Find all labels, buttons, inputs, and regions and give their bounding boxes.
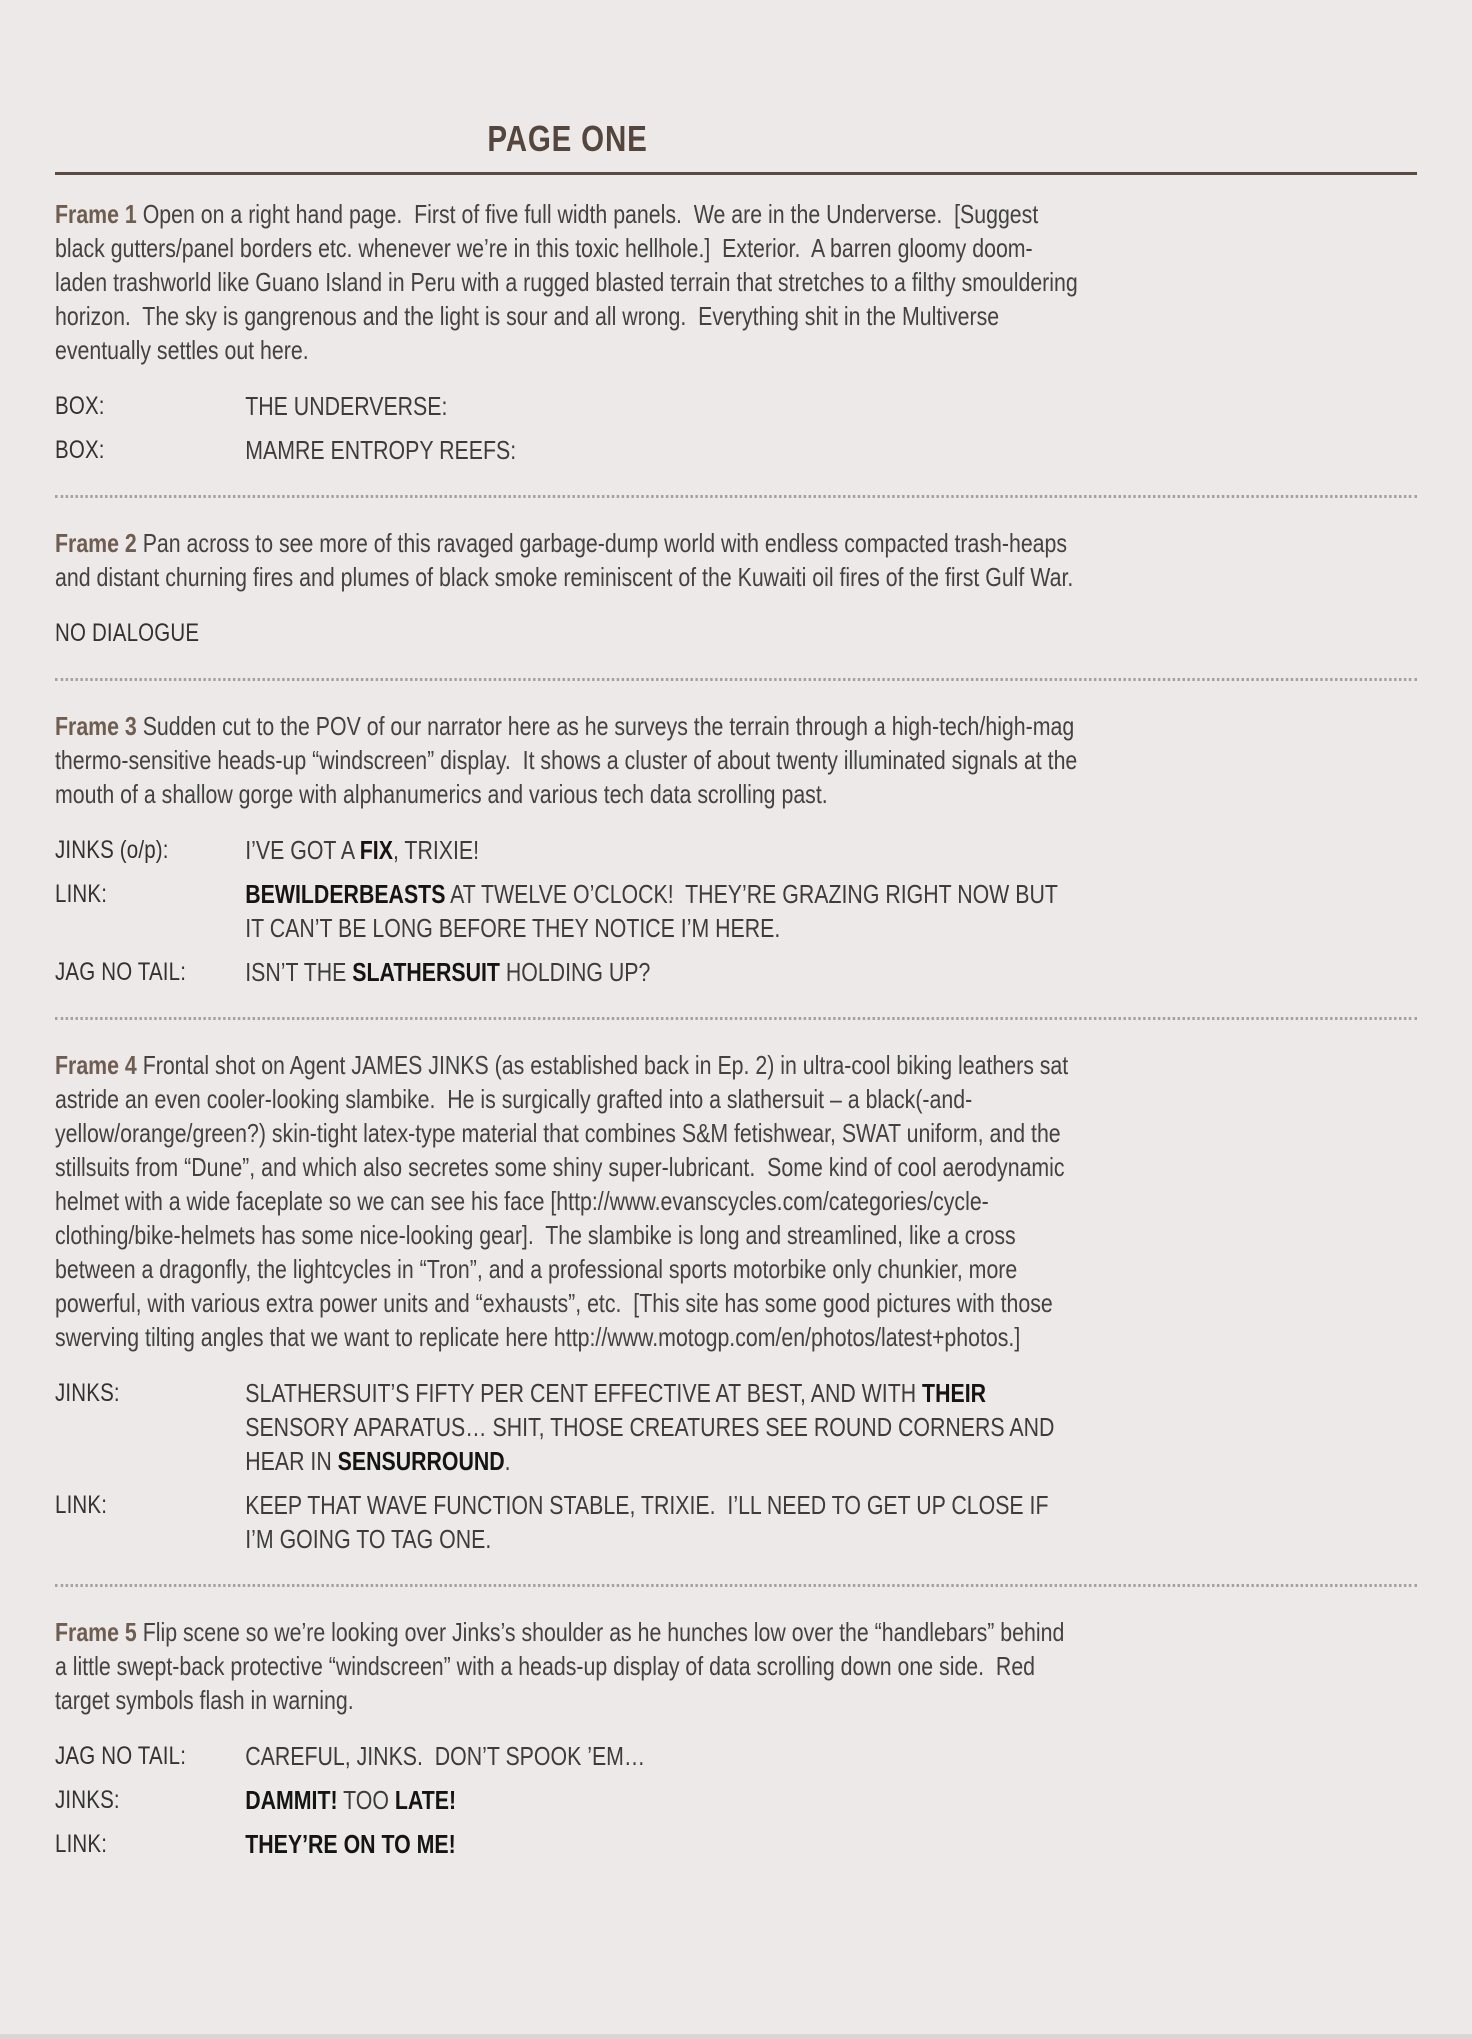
title-rule xyxy=(55,172,1417,175)
dialogue-line xyxy=(55,616,1080,650)
dialogue-text: CAREFUL, JINKS. DON’T SPOOK ’EM… xyxy=(245,1741,646,1771)
frame-paragraph xyxy=(55,1048,1080,1354)
dialogue-text xyxy=(245,616,1080,650)
dialogue-line xyxy=(55,877,1080,945)
frame-description: Pan across to see more of this ravaged garbage-dump world with endless compacted trash-heaps and distant churning fires and plumes of black smoke reminiscent of the Kuwaiti oil fires of the first Gulf War. xyxy=(55,528,1074,592)
dialogue-speaker: NO DIALOGUE xyxy=(55,619,200,647)
frame-section xyxy=(55,526,1417,681)
dialogue-speaker: LINK: xyxy=(55,1491,108,1519)
frames-container xyxy=(55,197,1417,1861)
dialogue-speaker: JINKS: xyxy=(55,1786,120,1814)
dialogue-line xyxy=(55,1783,1080,1817)
frame-section xyxy=(55,1615,1417,1861)
frame-section xyxy=(55,197,1417,498)
dialogue-speaker: BOX: xyxy=(55,392,105,420)
frame-paragraph xyxy=(55,526,1080,594)
dialogue-line xyxy=(55,1488,1080,1556)
dialogue-speaker: JINKS: xyxy=(55,1379,120,1407)
dialogue-text: SLATHERSUIT’S FIFTY PER CENT EFFECTIVE AT BEST, AND WITH THEIR SENSORY APARATUS… SHIT, THOSE CREATURES SEE ROUND CORNERS AND HEAR IN SENSURROUND. xyxy=(245,1378,1061,1476)
frame-label: Frame 3 xyxy=(55,711,143,741)
frame-description: Frontal shot on Agent JAMES JINKS (as established back in Ep. 2) in ultra-cool biking leathers sat astride an even cooler-looking slambike. He is surgically grafted into a slathersuit – a black(-and-yellow/orange/green?) skin-tight latex-type material that combines S&M fetishwear, SWAT uniform, and the stillsuits from “Dune”, and which also secretes some shiny super-lubricant. Some kind of cool aerodynamic helmet with a wide faceplate so we can see his face [http://www.evanscycles.com/categories/cycle-clothing/bike-helmets has some nice-looking gear]. The slambike is long and streamlined, like a cross between a dragonfly, the lightcycles in “Tron”, and a professional sports motorbike only chunkier, more powerful, with various extra power units and “exhausts”, etc. [This site has some good pictures with those swerving tilting angles that we want to replicate here http://www.motogp.com/en/photos/latest+photos.] xyxy=(55,1050,1075,1352)
frame-label: Frame 4 xyxy=(55,1050,143,1080)
dialogue-line xyxy=(55,1376,1080,1478)
frame-label: Frame 5 xyxy=(55,1617,143,1647)
dialogue-text: ISN’T THE SLATHERSUIT HOLDING UP? xyxy=(245,957,651,987)
dialogue-line xyxy=(55,1739,1080,1773)
frame-separator xyxy=(55,495,1417,498)
page-bottom-edge xyxy=(0,2034,1472,2039)
dialogue-text: I’VE GOT A FIX, TRIXIE! xyxy=(245,835,480,865)
frame-description: Open on a right hand page. First of five full width panels. We are in the Underverse. [Suggest black gutters/panel borders etc. whenever we’re in this toxic hellhole.] Exterior. A barren gloomy doom-laden trashworld like Guano Island in Peru with a rugged blasted terrain that stretches to a filthy smouldering horizon. The sky is gangrenous and the light is sour and all wrong. Everything shit in the Multiverse eventually settles out here. xyxy=(55,199,1084,365)
frame-section xyxy=(55,709,1417,1020)
dialogue-line xyxy=(55,1827,1080,1861)
frame-section xyxy=(55,1048,1417,1587)
dialogue-text: MAMRE ENTROPY REEFS: xyxy=(245,435,517,465)
dialogue-block xyxy=(55,389,1080,467)
frame-separator xyxy=(55,678,1417,681)
dialogue-speaker: JAG NO TAIL: xyxy=(55,1742,187,1770)
dialogue-block xyxy=(55,1376,1080,1556)
frame-label: Frame 2 xyxy=(55,528,143,558)
page-title: PAGE ONE xyxy=(487,118,648,159)
dialogue-text: THE UNDERVERSE: xyxy=(245,391,448,421)
frame-paragraph xyxy=(55,1615,1080,1717)
dialogue-block xyxy=(55,1739,1080,1861)
frame-label: Frame 1 xyxy=(55,199,143,229)
dialogue-block xyxy=(55,616,1080,650)
dialogue-speaker: JINKS (o/p): xyxy=(55,836,169,864)
dialogue-speaker: LINK: xyxy=(55,880,108,908)
dialogue-line xyxy=(55,955,1080,989)
dialogue-text: KEEP THAT WAVE FUNCTION STABLE, TRIXIE. I’LL NEED TO GET UP CLOSE IF I’M GOING TO TAG ONE. xyxy=(245,1490,1055,1554)
dialogue-speaker: LINK: xyxy=(55,1830,108,1858)
dialogue-speaker: BOX: xyxy=(55,436,105,464)
frame-paragraph xyxy=(55,197,1084,367)
dialogue-text: DAMMIT! TOO LATE! xyxy=(245,1785,457,1815)
dialogue-text: BEWILDERBEASTS AT TWELVE O’CLOCK! THEY’RE GRAZING RIGHT NOW BUT IT CAN’T BE LONG BEFORE THEY NOTICE I’M HERE. xyxy=(245,879,1064,943)
frame-paragraph xyxy=(55,709,1084,811)
frame-separator xyxy=(55,1017,1417,1020)
dialogue-block xyxy=(55,833,1080,989)
dialogue-speaker: JAG NO TAIL: xyxy=(55,958,187,986)
dialogue-text: THEY’RE ON TO ME! xyxy=(245,1829,456,1859)
dialogue-line xyxy=(55,389,1080,423)
frame-description: Flip scene so we’re looking over Jinks’s shoulder as he hunches low over the “handlebars” behind a little swept-back protective “windscreen” with a heads-up display of data scrolling down one side. Red target symbols flash in warning. xyxy=(55,1617,1071,1715)
dialogue-line xyxy=(55,833,1080,867)
dialogue-line xyxy=(55,433,1080,467)
frame-description: Sudden cut to the POV of our narrator here as he surveys the terrain through a high-tech/high-mag thermo-sensitive heads-up “windscreen” display. It shows a cluster of about twenty illuminated signals at the mouth of a shallow gorge with alphanumerics and various tech data scrolling past. xyxy=(55,711,1084,809)
frame-separator xyxy=(55,1584,1417,1587)
